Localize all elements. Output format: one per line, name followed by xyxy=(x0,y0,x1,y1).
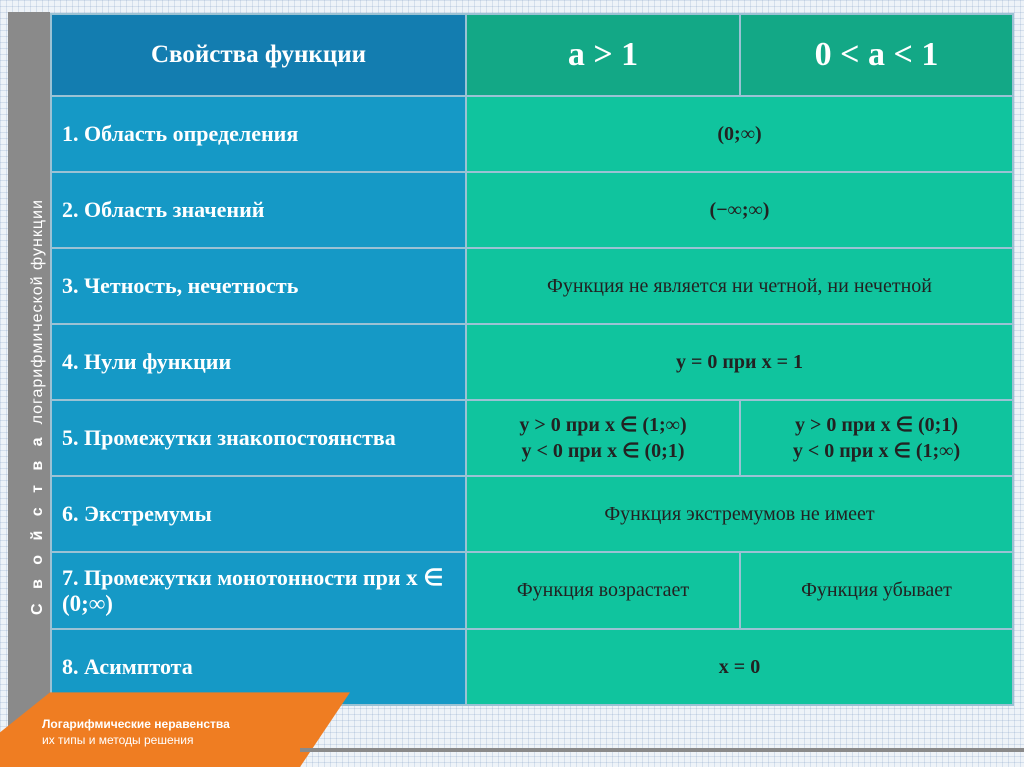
table-row xyxy=(51,476,1013,552)
value-cell: y = 0 при x = 1 xyxy=(466,324,1013,400)
property-cell: 5. Промежутки знакопостоянства xyxy=(51,400,466,476)
property-label: 7. Промежутки монотонности при xyxy=(62,564,401,590)
sign-line: y > 0 при x ∈ (0;1) xyxy=(795,414,958,436)
value-cell: (0;∞) xyxy=(466,96,1013,172)
value-cell: x = 0 xyxy=(466,629,1013,705)
property-cell: 6. Экстремумы xyxy=(51,476,466,552)
table-row xyxy=(51,96,1013,172)
value-cell-a-gt-1: Функция возрастает xyxy=(466,552,740,629)
footer-divider xyxy=(300,748,1024,752)
property-cell: 2. Область значений xyxy=(51,172,466,248)
table-row xyxy=(51,324,1013,400)
header-case-a-gt-1: a > 1 xyxy=(466,14,740,96)
sidebar-title-rest: логарифмической функции xyxy=(29,199,46,425)
table-row xyxy=(51,172,1013,248)
value-cell: Функция не является ни четной, ни нечетной xyxy=(466,248,1013,324)
sign-line: y > 0 при x ∈ (1;∞) xyxy=(519,414,687,436)
property-cell: 4. Нули функции xyxy=(51,324,466,400)
table-header-row xyxy=(51,14,1013,96)
header-property: Свойства функции xyxy=(51,14,466,96)
table-row xyxy=(51,400,1013,476)
sign-line: y < 0 при x ∈ (0;1) xyxy=(521,440,685,462)
property-cell: 1. Область определения xyxy=(51,96,466,172)
table-row xyxy=(51,248,1013,324)
sidebar-title xyxy=(29,199,47,615)
property-math: x ∈ (0;∞) xyxy=(62,564,444,616)
footer-title: Логарифмические неравенства xyxy=(42,717,230,731)
footer-subtitle: их типы и методы решения xyxy=(42,733,194,747)
value-cell: Функция экстремумов не имеет xyxy=(466,476,1013,552)
sidebar-title-strong: С в о й с т в а xyxy=(29,432,46,615)
value-cell-a-between: Функция убывает xyxy=(740,552,1013,629)
properties-table xyxy=(50,13,1014,706)
value-cell-a-between xyxy=(740,400,1013,476)
sign-line: y < 0 при x ∈ (1;∞) xyxy=(792,440,961,462)
header-case-a-between-0-1: 0 < a < 1 xyxy=(740,14,1013,96)
properties-table-wrapper xyxy=(50,13,1012,706)
property-cell xyxy=(51,552,466,629)
value-cell: (−∞;∞) xyxy=(466,172,1013,248)
value-cell-a-gt-1 xyxy=(466,400,740,476)
table-row xyxy=(51,552,1013,629)
property-cell: 3. Четность, нечетность xyxy=(51,248,466,324)
property-cell: 8. Асимптота xyxy=(51,629,466,705)
